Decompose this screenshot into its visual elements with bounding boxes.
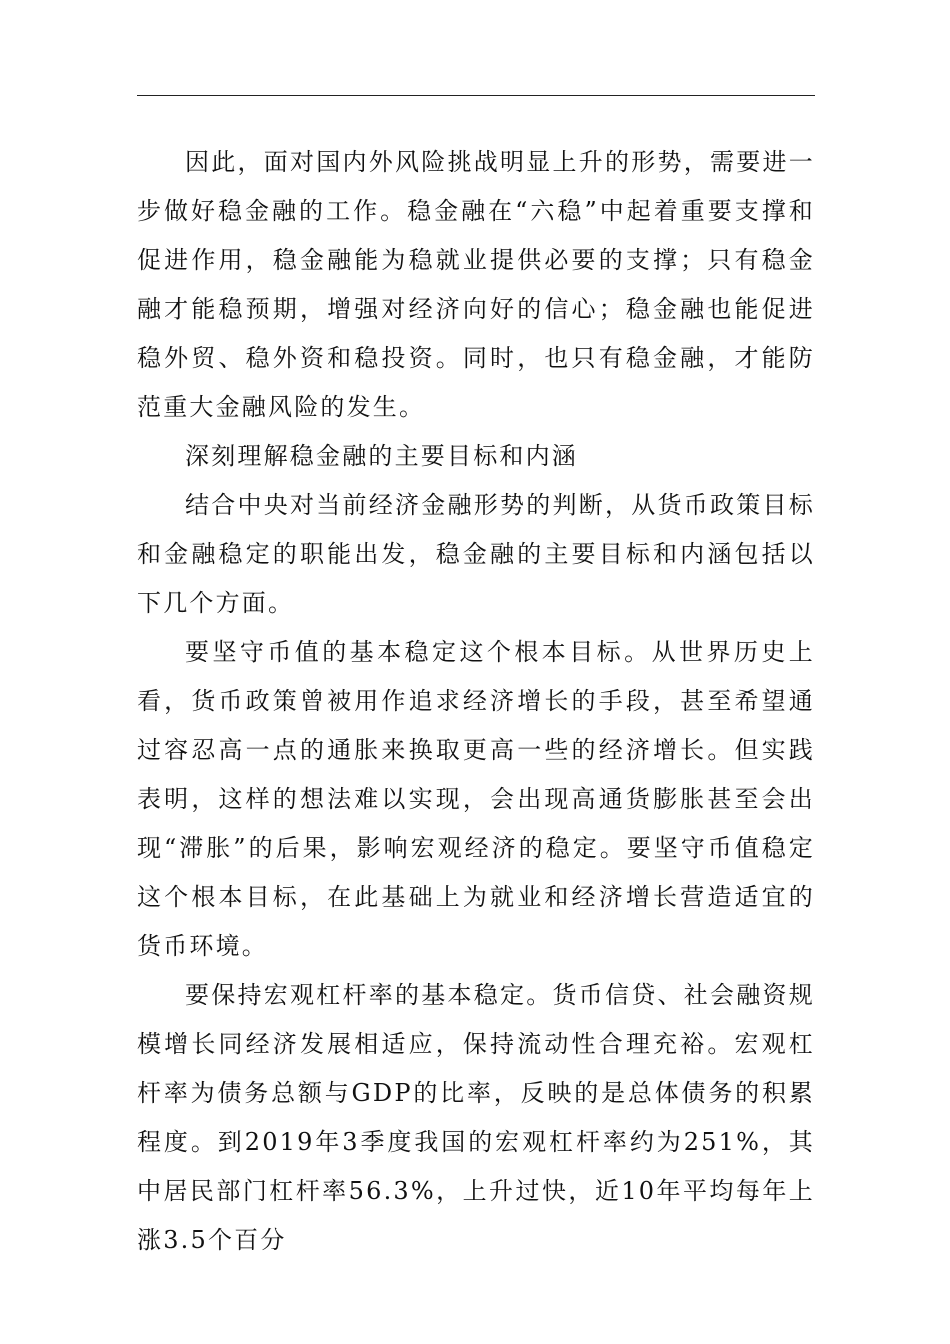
paragraph-3: 要坚守币值的基本稳定这个根本目标。从世界历史上看，货币政策曾被用作追求经济增长的手段，甚至希望通过容忍高一点的通胀来换取更高一些的经济增长。但实践表明，这样的想法难以实现，会出现高通货膨胀甚至会出现“滞胀”的后果，影响宏观经济的稳定。要坚守币值稳定这个根本目标，在此基础上为就业和经济增长营造适宜的货币环境。 [137,638,815,960]
section-heading: 深刻理解稳金融的主要目标和内涵 [185,442,578,470]
paragraph-2: 结合中央对当前经济金融形势的判断，从货币政策目标和金融稳定的职能出发，稳金融的主要目标和内涵包括以下几个方面。 [137,491,815,617]
document-body [137,138,815,1265]
paragraph-1: 因此，面对国内外风险挑战明显上升的形势，需要进一步做好稳金融的工作。稳金融在“六稳”中起着重要支撑和促进作用，稳金融能为稳就业提供必要的支撑；只有稳金融才能稳预期，增强对经济向好的信心；稳金融也能促进稳外贸、稳外资和稳投资。同时，也只有稳金融，才能防范重大金融风险的发生。 [137,148,815,421]
header-rule [137,95,815,96]
paragraph-4: 要保持宏观杠杆率的基本稳定。货币信贷、社会融资规模增长同经济发展相适应，保持流动性合理充裕。宏观杠杆率为债务总额与GDP的比率，反映的是总体债务的积累程度。到2019年3季度我国的宏观杠杆率约为251%，其中居民部门杠杆率56.3%，上升过快，近10年平均每年上涨3.5个百分 [137,981,815,1254]
